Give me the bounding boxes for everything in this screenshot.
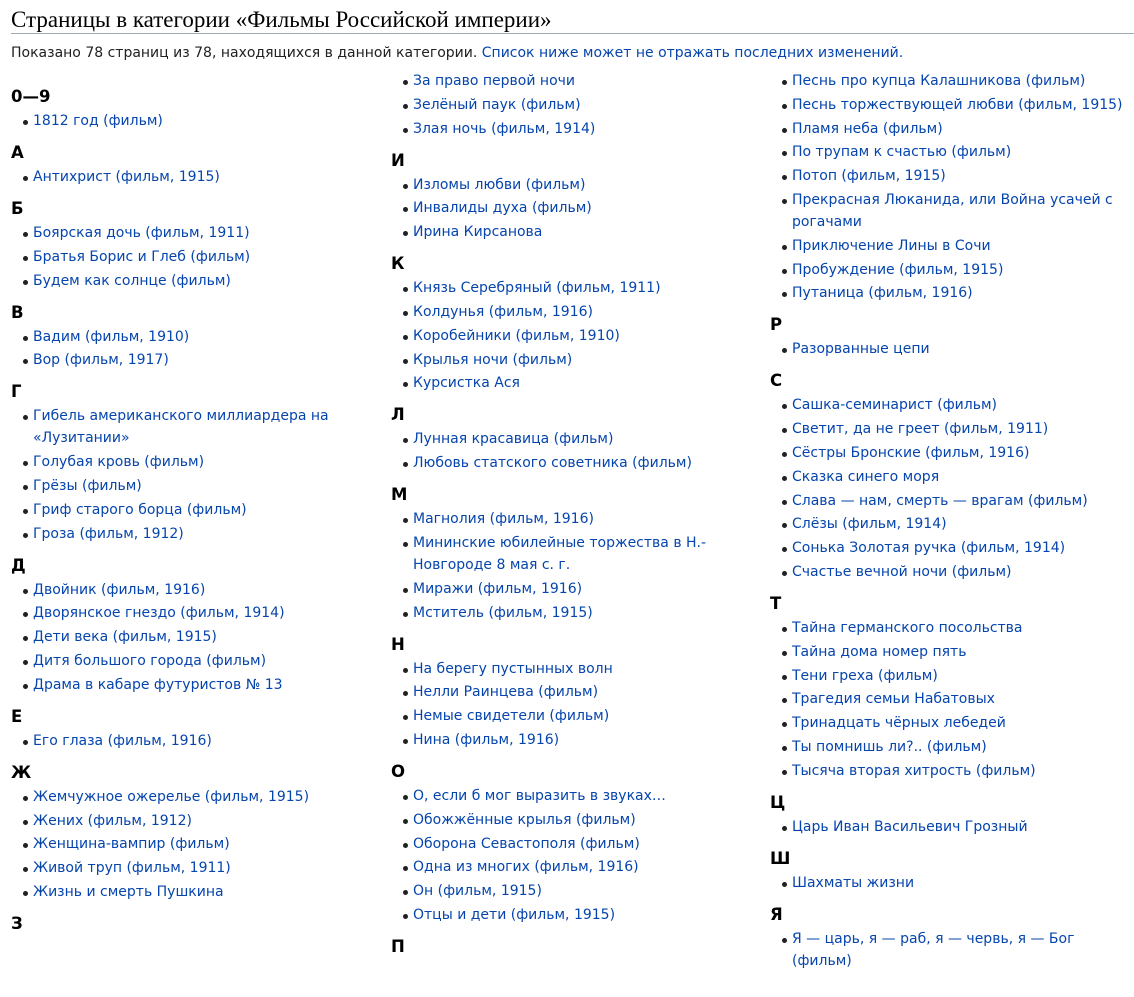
list-item [770, 513, 1130, 535]
category-column-1 [11, 70, 371, 934]
page-link[interactable]: Дворянское гнездо (фильм, 1914) [33, 605, 285, 622]
page-link[interactable]: Грёзы (фильм) [33, 477, 142, 494]
page-list [391, 428, 761, 474]
page-link[interactable]: Драма в кабаре футуристов № 13 [33, 676, 283, 693]
list-item [11, 579, 371, 601]
list-item [11, 650, 371, 672]
list-item [391, 301, 761, 323]
page-link[interactable]: Нелли Раинцева (фильм) [413, 684, 599, 701]
page-link[interactable]: Нина (фильм, 1916) [413, 731, 560, 748]
list-item [391, 372, 761, 394]
letter-group [11, 87, 371, 132]
page-link[interactable]: Я — царь, я — раб, я — червь, я — Бог (фильм) [792, 930, 1075, 969]
list-item [11, 881, 371, 903]
page-list [11, 730, 371, 752]
page-link[interactable]: Приключение Лины в Сочи [792, 237, 991, 254]
list-item [391, 221, 761, 243]
page-link[interactable]: Отцы и дети (фильм, 1915) [413, 906, 616, 923]
list-item [11, 857, 371, 879]
page-list [391, 658, 761, 751]
list-item [391, 833, 761, 855]
page-link[interactable]: Дети века (фильм, 1915) [33, 629, 217, 646]
page-link[interactable]: Жизнь и смерть Пушкина [33, 883, 224, 900]
category-column-3 [770, 70, 1130, 974]
page-link[interactable]: Гроза (фильм, 1912) [33, 525, 184, 542]
page-link[interactable]: Тайна германского посольства [792, 619, 1023, 636]
list-item [770, 712, 1130, 734]
page-link[interactable]: Женщина-вампир (фильм) [33, 836, 230, 853]
list-item [11, 810, 371, 832]
list-item [770, 760, 1130, 782]
letter-group [391, 254, 761, 394]
page-link[interactable]: О, если б мог выразить в звуках… [413, 787, 666, 804]
list-item [391, 325, 761, 347]
page-link[interactable]: Князь Серебряный (фильм, 1911) [413, 280, 661, 297]
page-link[interactable]: Гибель американского миллиардера на «Лузитании» [33, 408, 329, 447]
letter-group [770, 371, 1130, 583]
letter-heading: 0—9 [11, 87, 51, 106]
page-link[interactable]: Он (фильм, 1915) [413, 883, 542, 900]
list-item [770, 442, 1130, 464]
list-item [391, 428, 761, 450]
list-item [11, 110, 371, 132]
list-item [11, 166, 371, 188]
page-link[interactable]: На берегу пустынных волн [413, 660, 613, 677]
page-list [391, 277, 761, 394]
list-item [391, 578, 761, 600]
page-link[interactable]: Тайна дома номер пять [792, 643, 967, 660]
letter-heading: И [391, 150, 405, 170]
letter-heading: Я [770, 904, 783, 924]
page-link[interactable]: Путаница (фильм, 1916) [792, 285, 973, 302]
page-link[interactable]: Слава — нам, смерть — врагам (фильм) [792, 492, 1088, 509]
list-item [11, 626, 371, 648]
letter-group [391, 937, 761, 957]
page-link[interactable]: Тени греха (фильм) [792, 667, 938, 684]
letter-group [770, 905, 1130, 972]
page-link[interactable]: Антихрист (фильм, 1915) [33, 169, 220, 185]
page-list [11, 166, 371, 188]
category-column-2 [391, 70, 761, 957]
list-item [770, 537, 1130, 559]
page-link[interactable]: Братья Борис и Глеб (фильм) [33, 248, 251, 265]
letter-group [11, 382, 371, 544]
list-item [391, 118, 761, 140]
list-item [391, 508, 761, 530]
page-link[interactable]: Инвалиды духа (фильм) [413, 200, 592, 217]
list-item [391, 532, 761, 576]
letter-heading: Ш [770, 848, 791, 868]
list-item [770, 490, 1130, 512]
list-item [770, 816, 1130, 838]
page-link[interactable]: Зелёный паук (фильм) [413, 96, 581, 113]
pages-count-text: Показано 78 страниц из 78, находящихся в данной категории. [11, 45, 478, 61]
page-link[interactable]: Счастье вечной ночи (фильм) [792, 563, 1012, 580]
letter-heading: Ц [770, 792, 786, 812]
list-item [770, 338, 1130, 360]
letter-heading: З [11, 913, 23, 933]
list-item [770, 466, 1130, 488]
page-link[interactable]: Сказка синего моря [792, 468, 940, 485]
letter-group [11, 199, 371, 292]
page-link[interactable]: Немые свидетели (фильм) [413, 708, 610, 725]
page-list [391, 785, 761, 926]
letter-group [11, 556, 371, 696]
list-item [770, 141, 1130, 163]
page-link[interactable]: Песнь торжествующей любви (фильм, 1915) [792, 96, 1123, 113]
list-item [770, 641, 1130, 663]
page-title: Страницы в категории «Фильмы Российской империи» [11, 7, 552, 32]
letter-heading: А [11, 143, 24, 162]
page-link[interactable]: Шахматы жизни [792, 874, 915, 891]
page-link[interactable]: Сонька Золотая ручка (фильм, 1914) [792, 540, 1066, 557]
letter-heading: О [391, 761, 406, 781]
page-link[interactable]: Будем как солнце (фильм) [33, 272, 231, 289]
list-item [11, 405, 371, 449]
list-item [11, 222, 371, 244]
page-link[interactable]: Его глаза (фильм, 1916) [33, 732, 212, 749]
page-list [391, 508, 761, 623]
list-item [391, 880, 761, 902]
letter-heading: Р [770, 315, 783, 335]
page-link[interactable]: Сашка-семинарист (фильм) [792, 397, 997, 414]
list-item [770, 94, 1130, 116]
page-link[interactable]: Гриф старого борца (фильм) [33, 501, 247, 518]
letter-heading: Д [11, 555, 26, 575]
page-link[interactable]: Двойник (фильм, 1916) [33, 581, 206, 598]
list-item [11, 833, 371, 855]
page-link[interactable]: Любовь статского советника (фильм) [413, 455, 692, 472]
page-link[interactable]: Ирина Кирсанова [413, 224, 543, 241]
page-link[interactable]: Живой труп (фильм, 1911) [33, 860, 231, 877]
page-list [770, 816, 1130, 838]
letter-heading: В [11, 302, 24, 322]
page-link[interactable]: Миражи (фильм, 1916) [413, 580, 583, 597]
list-item [770, 872, 1130, 894]
list-item [391, 681, 761, 703]
list-item [770, 665, 1130, 687]
letter-heading: Е [11, 706, 23, 726]
list-item [11, 786, 371, 808]
page-list [770, 617, 1130, 782]
letter-group [391, 151, 761, 244]
letter-group [391, 485, 761, 623]
list-item [11, 730, 371, 752]
page-link[interactable]: Слёзы (фильм, 1914) [792, 516, 947, 533]
list-item [391, 349, 761, 371]
letter-group [11, 303, 371, 372]
list-item [391, 452, 761, 474]
recent-changes-note[interactable]: Список ниже может не отражать последних изменений. [481, 45, 904, 61]
page-link[interactable]: 1812 год (фильм) [33, 113, 163, 129]
letter-heading: Т [770, 593, 782, 613]
page-link[interactable]: Пробуждение (фильм, 1915) [792, 261, 1004, 278]
list-item [770, 282, 1130, 304]
list-item [391, 277, 761, 299]
page-link[interactable]: Песнь про купца Калашникова (фильм) [792, 73, 1086, 89]
letter-heading: М [391, 485, 408, 505]
list-item [391, 904, 761, 926]
page-link[interactable]: Светит, да не греет (фильм, 1911) [792, 421, 1049, 438]
page-link[interactable]: Вор (фильм, 1917) [33, 352, 169, 369]
page-list [770, 928, 1130, 972]
page-list [11, 579, 371, 696]
continued-list [770, 70, 1130, 304]
list-item [11, 270, 371, 292]
list-item [11, 499, 371, 521]
page-link[interactable]: Злая ночь (фильм, 1914) [413, 120, 596, 137]
page-link[interactable]: Колдунья (фильм, 1916) [413, 303, 593, 320]
page-link[interactable]: Сёстры Бронские (фильм, 1916) [792, 444, 1030, 461]
page-list [11, 405, 371, 544]
letter-heading: П [391, 936, 405, 956]
list-item [391, 785, 761, 807]
list-item [391, 94, 761, 116]
category-info [11, 44, 903, 62]
page-link[interactable]: Тринадцать чёрных лебедей [792, 715, 1006, 732]
page-list [11, 786, 371, 903]
list-item [770, 118, 1130, 140]
list-item [770, 736, 1130, 758]
page-link[interactable]: Тысяча вторая хитрость (фильм) [792, 762, 1036, 779]
list-item [770, 418, 1130, 440]
list-item [391, 658, 761, 680]
page-link[interactable]: Вадим (фильм, 1910) [33, 328, 190, 345]
list-item [770, 561, 1130, 583]
list-item [391, 729, 761, 751]
page-link[interactable]: Одна из многих (фильм, 1916) [413, 859, 639, 876]
list-item [770, 688, 1130, 710]
title-divider [11, 33, 1134, 34]
page-link[interactable]: Голубая кровь (фильм) [33, 454, 205, 471]
page-link[interactable]: Коробейники (фильм, 1910) [413, 327, 620, 344]
page-link[interactable]: Ты помнишь ли?.. (фильм) [792, 738, 987, 755]
list-item [770, 394, 1130, 416]
page-link[interactable]: Трагедия семьи Набатовых [792, 691, 995, 708]
page-link[interactable]: Разорванные цепи [792, 341, 930, 358]
page-link[interactable]: Мститель (фильм, 1915) [413, 604, 593, 621]
page-link[interactable]: Прекрасная Люканида, или Война усачей с рогачами [792, 191, 1113, 230]
letter-heading: Ж [11, 762, 32, 782]
list-item [770, 189, 1130, 233]
page-link[interactable]: Жених (фильм, 1912) [33, 812, 192, 829]
page-link[interactable]: Мининские юбилейные торжества в Н.-Новгороде 8 мая с. г. [413, 534, 707, 573]
list-item [11, 349, 371, 371]
page-link[interactable]: Обожжённые крылья (фильм) [413, 811, 636, 828]
list-item [391, 602, 761, 624]
page-list [770, 872, 1130, 894]
page-link[interactable]: За право первой ночи [413, 73, 575, 89]
list-item [391, 70, 761, 92]
letter-group [770, 594, 1130, 782]
list-item [11, 246, 371, 268]
list-item [770, 70, 1130, 92]
list-item [11, 451, 371, 473]
page-link[interactable]: Курсистка Ася [413, 375, 520, 392]
letter-group [770, 793, 1130, 838]
list-item [770, 235, 1130, 257]
page-link[interactable]: Пламя неба (фильм) [792, 120, 943, 137]
list-item [11, 326, 371, 348]
list-item [11, 602, 371, 624]
page-link[interactable]: Жемчужное ожерелье (фильм, 1915) [33, 788, 310, 805]
letter-group [391, 762, 761, 926]
letter-group [11, 707, 371, 752]
list-item [391, 197, 761, 219]
letter-heading: Н [391, 634, 405, 654]
list-item [11, 523, 371, 545]
letter-heading: Б [11, 199, 24, 218]
page-link[interactable]: Потоп (фильм, 1915) [792, 168, 946, 185]
page-list [391, 174, 761, 244]
list-item [391, 809, 761, 831]
page-link[interactable]: Изломы любви (фильм) [413, 176, 586, 193]
list-item [770, 928, 1130, 972]
letter-group [391, 405, 761, 474]
page-list [770, 394, 1130, 583]
letter-heading: Л [391, 405, 405, 425]
list-item [770, 259, 1130, 281]
page-link[interactable]: Дитя большого города (фильм) [33, 652, 267, 669]
list-item [11, 475, 371, 497]
list-item [391, 856, 761, 878]
letter-heading: Г [11, 382, 22, 402]
list-item [770, 165, 1130, 187]
letter-group [391, 635, 761, 751]
page-link[interactable]: Царь Иван Васильевич Грозный [792, 818, 1028, 835]
letter-group [11, 763, 371, 903]
letter-group [770, 849, 1130, 894]
page-list [770, 338, 1130, 360]
page-link[interactable]: Оборона Севастополя (фильм) [413, 835, 640, 852]
page-list [11, 110, 371, 132]
list-item [391, 705, 761, 727]
letter-group [11, 914, 371, 934]
list-item [11, 674, 371, 696]
page-link[interactable]: Лунная красавица (фильм) [413, 431, 614, 448]
page-link[interactable]: Крылья ночи (фильм) [413, 351, 573, 368]
list-item [770, 617, 1130, 639]
page-list [11, 326, 371, 372]
page-link[interactable]: Магнолия (фильм, 1916) [413, 511, 594, 528]
page-list [11, 222, 371, 292]
page-link[interactable]: По трупам к счастью (фильм) [792, 144, 1012, 161]
letter-heading: С [770, 371, 783, 391]
page-link[interactable]: Боярская дочь (фильм, 1911) [33, 225, 250, 241]
letter-heading: К [391, 254, 405, 274]
list-item [391, 174, 761, 196]
letter-group [11, 143, 371, 188]
continued-list [391, 70, 761, 140]
letter-group [770, 315, 1130, 360]
